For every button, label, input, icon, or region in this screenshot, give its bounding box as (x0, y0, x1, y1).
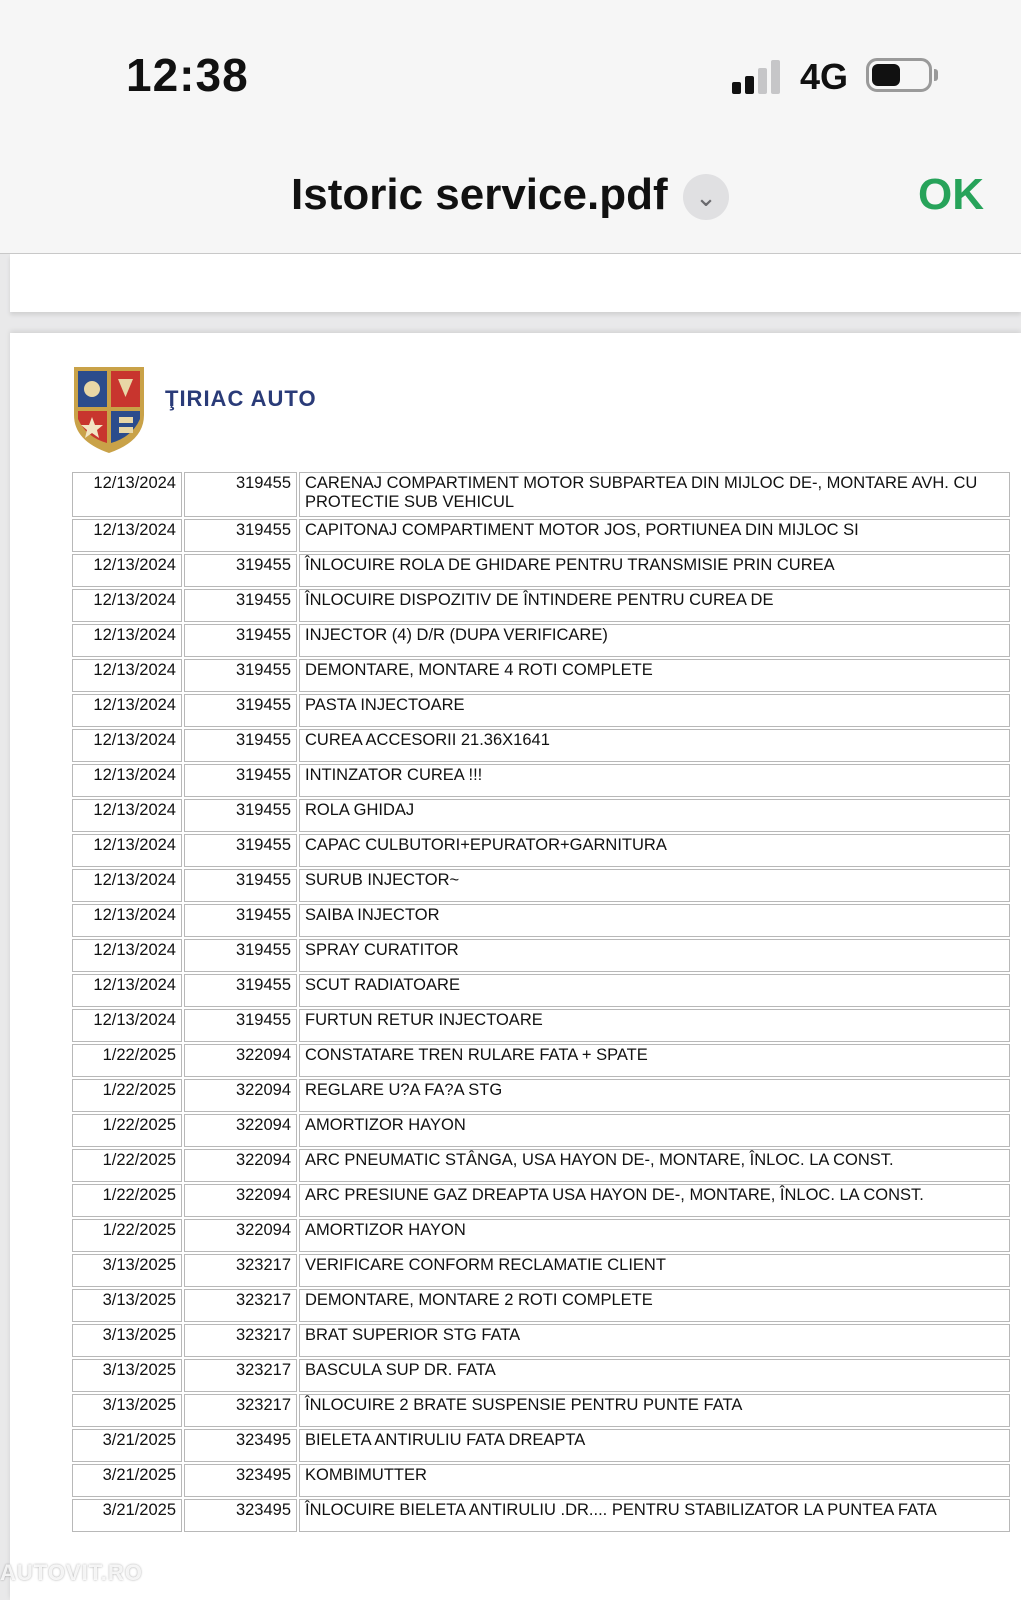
row-description: CAPAC CULBUTORI+EPURATOR+GARNITURA (299, 834, 1010, 867)
row-description: BASCULA SUP DR. FATA (299, 1359, 1010, 1392)
battery-level (872, 64, 900, 86)
row-description: SCUT RADIATOARE (299, 974, 1010, 1007)
row-date: 12/13/2024 (72, 974, 182, 1007)
table-row (72, 1254, 1010, 1287)
row-date: 3/21/2025 (72, 1499, 182, 1532)
network-type: 4G (800, 56, 849, 97)
row-date: 12/13/2024 (72, 869, 182, 902)
row-order-number: 322094 (184, 1079, 297, 1112)
table-row (72, 834, 1010, 867)
row-description: SURUB INJECTOR~ (299, 869, 1010, 902)
table-row (72, 1359, 1010, 1392)
row-order-number: 322094 (184, 1219, 297, 1252)
row-date: 12/13/2024 (72, 729, 182, 762)
row-order-number: 319455 (184, 659, 297, 692)
row-order-number: 319455 (184, 904, 297, 937)
row-order-number: 319455 (184, 554, 297, 587)
row-description: AMORTIZOR HAYON (299, 1114, 1010, 1147)
table-row (72, 554, 1010, 587)
signal-bar (745, 76, 754, 94)
row-date: 12/13/2024 (72, 472, 182, 517)
row-order-number: 323495 (184, 1499, 297, 1532)
row-order-number: 319455 (184, 974, 297, 1007)
row-order-number: 323495 (184, 1464, 297, 1497)
row-order-number: 319455 (184, 764, 297, 797)
row-description: PASTA INJECTOARE (299, 694, 1010, 727)
row-description: BIELETA ANTIRULIU FATA DREAPTA (299, 1429, 1010, 1462)
table-row (72, 1464, 1010, 1497)
row-description: CUREA ACCESORII 21.36X1641 (299, 729, 1010, 762)
table-row (72, 1219, 1010, 1252)
row-description: INJECTOR (4) D/R (DUPA VERIFICARE) (299, 624, 1010, 657)
row-order-number: 323217 (184, 1324, 297, 1357)
previous-pdf-page (10, 254, 1021, 312)
table-row (72, 624, 1010, 657)
table-row (72, 694, 1010, 727)
row-order-number: 322094 (184, 1149, 297, 1182)
row-date: 12/13/2024 (72, 519, 182, 552)
row-date: 1/22/2025 (72, 1114, 182, 1147)
signal-bar (732, 82, 741, 94)
row-description: CARENAJ COMPARTIMENT MOTOR SUBPARTEA DIN MIJLOC DE-, MONTARE AVH. CU PROTECTIE SUB VEHICUL (299, 472, 1010, 517)
row-description: SAIBA INJECTOR (299, 904, 1010, 937)
table-row (72, 799, 1010, 832)
row-description: REGLARE U?A FA?A STG (299, 1079, 1010, 1112)
document-nav-bar (0, 140, 1021, 254)
table-row (72, 589, 1010, 622)
row-description: DEMONTARE, MONTARE 4 ROTI COMPLETE (299, 659, 1010, 692)
table-row (72, 1184, 1010, 1217)
row-date: 12/13/2024 (72, 1009, 182, 1042)
row-order-number: 319455 (184, 472, 297, 517)
row-order-number: 322094 (184, 1184, 297, 1217)
row-date: 3/13/2025 (72, 1254, 182, 1287)
row-order-number: 319455 (184, 589, 297, 622)
row-date: 1/22/2025 (72, 1044, 182, 1077)
row-date: 3/13/2025 (72, 1289, 182, 1322)
row-order-number: 323217 (184, 1254, 297, 1287)
signal-bar (758, 68, 767, 94)
battery-tip (934, 69, 938, 81)
row-description: ÎNLOCUIRE 2 BRATE SUSPENSIE PENTRU PUNTE FATA (299, 1394, 1010, 1427)
row-date: 1/22/2025 (72, 1079, 182, 1112)
table-row (72, 904, 1010, 937)
row-order-number: 319455 (184, 519, 297, 552)
row-date: 3/13/2025 (72, 1359, 182, 1392)
table-row (72, 1324, 1010, 1357)
row-order-number: 319455 (184, 869, 297, 902)
row-description: INTINZATOR CUREA !!! (299, 764, 1010, 797)
row-description: ARC PNEUMATIC STÂNGA, USA HAYON DE-, MONTARE, ÎNLOC. LA CONST. (299, 1149, 1010, 1182)
table-row (72, 1394, 1010, 1427)
row-description: ÎNLOCUIRE BIELETA ANTIRULIU .DR.... PENTRU STABILIZATOR LA PUNTEA FATA (299, 1499, 1010, 1532)
row-description: ROLA GHIDAJ (299, 799, 1010, 832)
table-row (72, 869, 1010, 902)
row-order-number: 319455 (184, 939, 297, 972)
watermark: AUTOVIT.RO (0, 1560, 143, 1585)
row-date: 12/13/2024 (72, 624, 182, 657)
row-order-number: 319455 (184, 729, 297, 762)
row-date: 12/13/2024 (72, 904, 182, 937)
ok-button[interactable]: OK (918, 170, 984, 219)
row-description: SPRAY CURATITOR (299, 939, 1010, 972)
table-row (72, 1499, 1010, 1532)
row-date: 12/13/2024 (72, 834, 182, 867)
brand-name: ŢIRIAC AUTO (165, 386, 317, 411)
status-bar (0, 0, 1021, 140)
table-row (72, 1079, 1010, 1112)
table-row (72, 764, 1010, 797)
status-time: 12:38 (126, 49, 249, 101)
row-order-number: 323217 (184, 1289, 297, 1322)
row-description: ARC PRESIUNE GAZ DREAPTA USA HAYON DE-, MONTARE, ÎNLOC. LA CONST. (299, 1184, 1010, 1217)
row-description: DEMONTARE, MONTARE 2 ROTI COMPLETE (299, 1289, 1010, 1322)
row-date: 12/13/2024 (72, 939, 182, 972)
row-order-number: 323217 (184, 1359, 297, 1392)
table-row (72, 1044, 1010, 1077)
row-description: KOMBIMUTTER (299, 1464, 1010, 1497)
table-row (72, 729, 1010, 762)
pdf-page (10, 333, 1021, 1600)
table-row (72, 472, 1010, 517)
table-row (72, 519, 1010, 552)
signal-strength-icon (732, 58, 784, 94)
row-date: 12/13/2024 (72, 764, 182, 797)
row-order-number: 323217 (184, 1394, 297, 1427)
row-description: CAPITONAJ COMPARTIMENT MOTOR JOS, PORTIUNEA DIN MIJLOC SI (299, 519, 1010, 552)
row-order-number: 319455 (184, 694, 297, 727)
row-order-number: 319455 (184, 1009, 297, 1042)
row-date: 3/21/2025 (72, 1429, 182, 1462)
table-row (72, 1289, 1010, 1322)
row-order-number: 322094 (184, 1114, 297, 1147)
row-date: 12/13/2024 (72, 694, 182, 727)
row-order-number: 319455 (184, 799, 297, 832)
row-date: 3/13/2025 (72, 1324, 182, 1357)
table-row (72, 1114, 1010, 1147)
row-date: 3/13/2025 (72, 1394, 182, 1427)
row-order-number: 319455 (184, 624, 297, 657)
row-date: 12/13/2024 (72, 799, 182, 832)
row-date: 12/13/2024 (72, 589, 182, 622)
row-order-number: 323495 (184, 1429, 297, 1462)
row-description: BRAT SUPERIOR STG FATA (299, 1324, 1010, 1357)
row-description: FURTUN RETUR INJECTOARE (299, 1009, 1010, 1042)
document-title[interactable]: Istoric service.pdf (291, 170, 668, 219)
row-description: ÎNLOCUIRE ROLA DE GHIDARE PENTRU TRANSMISIE PRIN CUREA (299, 554, 1010, 587)
row-date: 12/13/2024 (72, 554, 182, 587)
tiriac-crest-logo (70, 363, 148, 455)
row-date: 1/22/2025 (72, 1184, 182, 1217)
signal-bar (771, 60, 780, 94)
row-order-number: 322094 (184, 1044, 297, 1077)
row-description: CONSTATARE TREN RULARE FATA + SPATE (299, 1044, 1010, 1077)
table-row (72, 1429, 1010, 1462)
row-date: 1/22/2025 (72, 1219, 182, 1252)
battery-icon (866, 58, 932, 92)
row-date: 1/22/2025 (72, 1149, 182, 1182)
table-row (72, 1149, 1010, 1182)
table-row (72, 1009, 1010, 1042)
table-row (72, 974, 1010, 1007)
table-row (72, 659, 1010, 692)
row-order-number: 319455 (184, 834, 297, 867)
table-row (72, 939, 1010, 972)
row-description: VERIFICARE CONFORM RECLAMATIE CLIENT (299, 1254, 1010, 1287)
row-date: 3/21/2025 (72, 1464, 182, 1497)
chevron-down-icon[interactable]: ⌄ (683, 174, 729, 220)
row-description: AMORTIZOR HAYON (299, 1219, 1010, 1252)
service-history-table (70, 470, 1012, 1534)
row-description: ÎNLOCUIRE DISPOZITIV DE ÎNTINDERE PENTRU CUREA DE (299, 589, 1010, 622)
row-date: 12/13/2024 (72, 659, 182, 692)
